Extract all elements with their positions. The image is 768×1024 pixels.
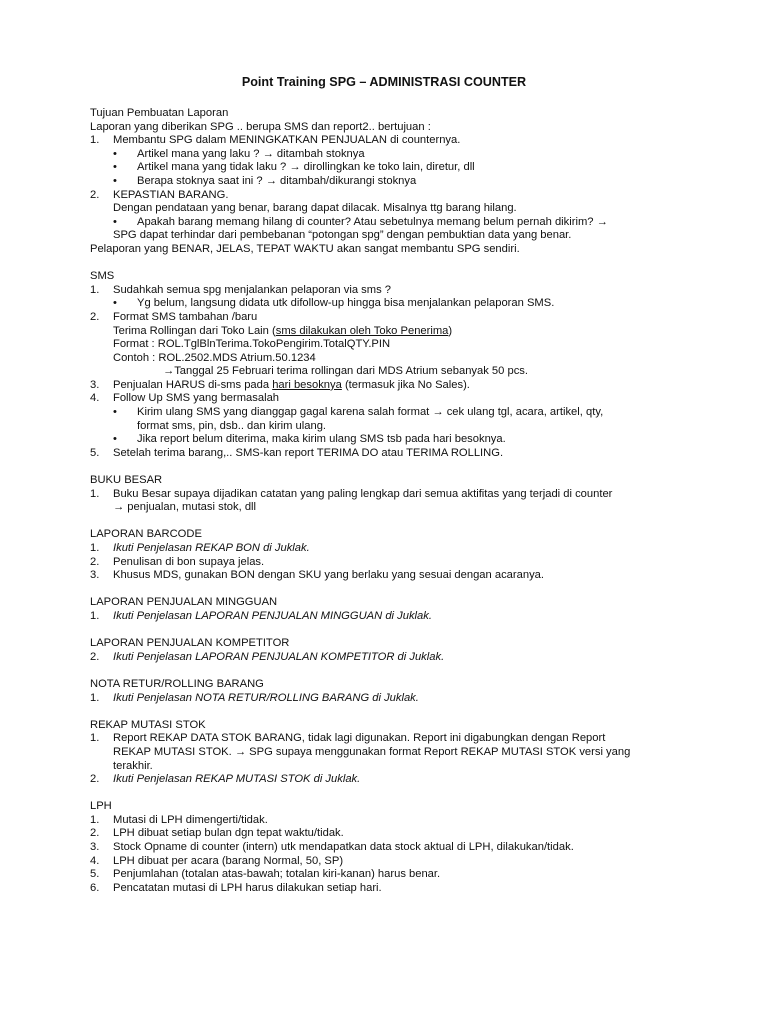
sms-example-line: Contoh : ROL.2502.MDS Atrium.50.1234 (113, 351, 316, 364)
section-heading-barcode: LAPORAN BARCODE (90, 528, 202, 541)
list-item: 2. Ikuti Penjelasan REKAP MUTASI STOK di Juklak. (90, 773, 361, 786)
list-item: 2. Ikuti Penjelasan LAPORAN PENJUALAN KOMPETITOR di Juklak. (90, 650, 445, 663)
bullet-continuation: SPG dapat terhindar dari pembebanan “potongan spg” dengan pembuktian data yang benar. (113, 229, 572, 242)
list-item: 6. Pencatatan mutasi di LPH harus dilakukan setiap hari. (90, 881, 382, 894)
paragraph-line: Dengan pendataan yang benar, barang dapat dilacak. Misalnya ttg barang hilang. (113, 202, 517, 215)
bullet-item: • Berapa stoknya saat ini ? → ditambah/dikurangi stoknya (113, 174, 417, 187)
bullet-continuation: format sms, pin, dsb.. dan kirim ulang. (137, 419, 327, 432)
list-item: 1. Ikuti Penjelasan NOTA RETUR/ROLLING BARANG di Juklak. (90, 691, 419, 704)
section-heading-mingguan: LAPORAN PENJUALAN MINGGUAN (90, 596, 278, 609)
section-heading-mutasi: REKAP MUTASI STOK (90, 718, 206, 731)
list-item: 2. LPH dibuat setiap bulan dgn tepat waktu/tidak. (90, 827, 344, 840)
list-item: 1. Ikuti Penjelasan REKAP BON di Juklak. (90, 542, 310, 554)
list-item: 1. Report REKAP DATA STOK BARANG, tidak lagi digunakan. Report ini digabungkan dengan Report (90, 732, 606, 745)
list-item: 4. LPH dibuat per acara (barang Normal, 50, SP) (90, 854, 344, 867)
section-heading-kompetitor: LAPORAN PENJUALAN KOMPETITOR (90, 637, 290, 650)
bullet-item: • Yg belum, langsung didata utk difollow-up hingga bisa menjalankan pelaporan SMS. (113, 297, 555, 310)
page-title: Point Training SPG – ADMINISTRASI COUNTER (241, 75, 527, 89)
bullet-item: • Kirim ulang SMS yang dianggap gagal karena salah format → cek ulang tgl, acara, artikel, qty, (113, 406, 604, 419)
section-heading-buku-besar: BUKU BESAR (90, 474, 163, 487)
section-heading-sms: SMS (90, 270, 115, 283)
section-heading-nota: NOTA RETUR/ROLLING BARANG (90, 677, 264, 690)
sms-format-line: Format : ROL.TglBlnTerima.TokoPengirim.TotalQTY.PIN (113, 338, 391, 351)
list-continuation: → penjualan, mutasi stok, dll (113, 501, 257, 514)
example-explanation: →Tanggal 25 Februari terima rollingan dari MDS Atrium sebanyak 50 pcs. (163, 365, 529, 378)
list-continuation: terakhir. (113, 759, 153, 772)
bullet-item: • Jika report belum diterima, maka kirim ulang SMS tsb pada hari besoknya. (113, 433, 506, 446)
paragraph-line: Terima Rollingan dari Toko Lain (sms dilakukan oleh Toko Penerima) (113, 324, 453, 337)
section-heading-lph: LPH (90, 800, 112, 813)
section-heading-tujuan: Tujuan Pembuatan Laporan (90, 107, 229, 119)
list-item: 2. Penulisan di bon supaya jelas. (90, 555, 265, 568)
list-item: 4. Follow Up SMS yang bermasalah (90, 392, 280, 405)
list-item: 1. Sudahkah semua spg menjalankan pelaporan via sms ? (90, 283, 391, 296)
closing-text: Pelaporan yang BENAR, JELAS, TEPAT WAKTU akan sangat membantu SPG sendiri. (90, 242, 520, 255)
intro-text: Laporan yang diberikan SPG .. berupa SMS dan report2.. bertujuan : (90, 120, 431, 133)
underlined-text: sms dilakukan oleh Toko Penerima (275, 324, 449, 337)
list-item: 1. Ikuti Penjelasan LAPORAN PENJUALAN MINGGUAN di Juklak. (90, 609, 432, 622)
bullet-item: • Artikel mana yang laku ? → ditambah stoknya (113, 147, 365, 160)
list-item: 3. Khusus MDS, gunakan BON dengan SKU yang berlaku yang sesuai dengan acaranya. (90, 569, 544, 582)
list-item: 3. Penjualan HARUS di-sms pada hari besoknya (termasuk jika No Sales). (90, 378, 470, 391)
list-item: 2. Format SMS tambahan /baru (90, 310, 258, 323)
list-item: 5. Setelah terima barang,.. SMS-kan report TERIMA DO atau TERIMA ROLLING. (90, 446, 504, 459)
document-body (90, 107, 690, 895)
list-continuation: REKAP MUTASI STOK. → SPG supaya menggunakan format Report REKAP MUTASI STOK versi yang (113, 745, 631, 758)
bullet-item: • Apakah barang memang hilang di counter? Atau sebetulnya memang belum pernah dikirim? → (113, 215, 608, 228)
underlined-text: hari besoknya (272, 378, 342, 391)
list-item: 1. Membantu SPG dalam MENINGKATKAN PENJUALAN di counternya. (90, 134, 461, 147)
bullet-item: • Artikel mana yang tidak laku ? → dirollingkan ke toko lain, diretur, dll (113, 161, 475, 174)
list-item: 5. Penjumlahan (totalan atas-bawah; totalan kiri-kanan) harus benar. (90, 868, 441, 881)
list-item: 3. Stock Opname di counter (intern) utk mendapatkan data stock aktual di LPH, dilakukan/tidak. (90, 841, 574, 854)
list-item: 2. KEPASTIAN BARANG. (90, 188, 229, 201)
list-item: 1. Mutasi di LPH dimengerti/tidak. (90, 813, 268, 826)
list-item: 1. Buku Besar supaya dijadikan catatan yang paling lengkap dari semua aktifitas yang terjadi di counter (90, 487, 613, 500)
